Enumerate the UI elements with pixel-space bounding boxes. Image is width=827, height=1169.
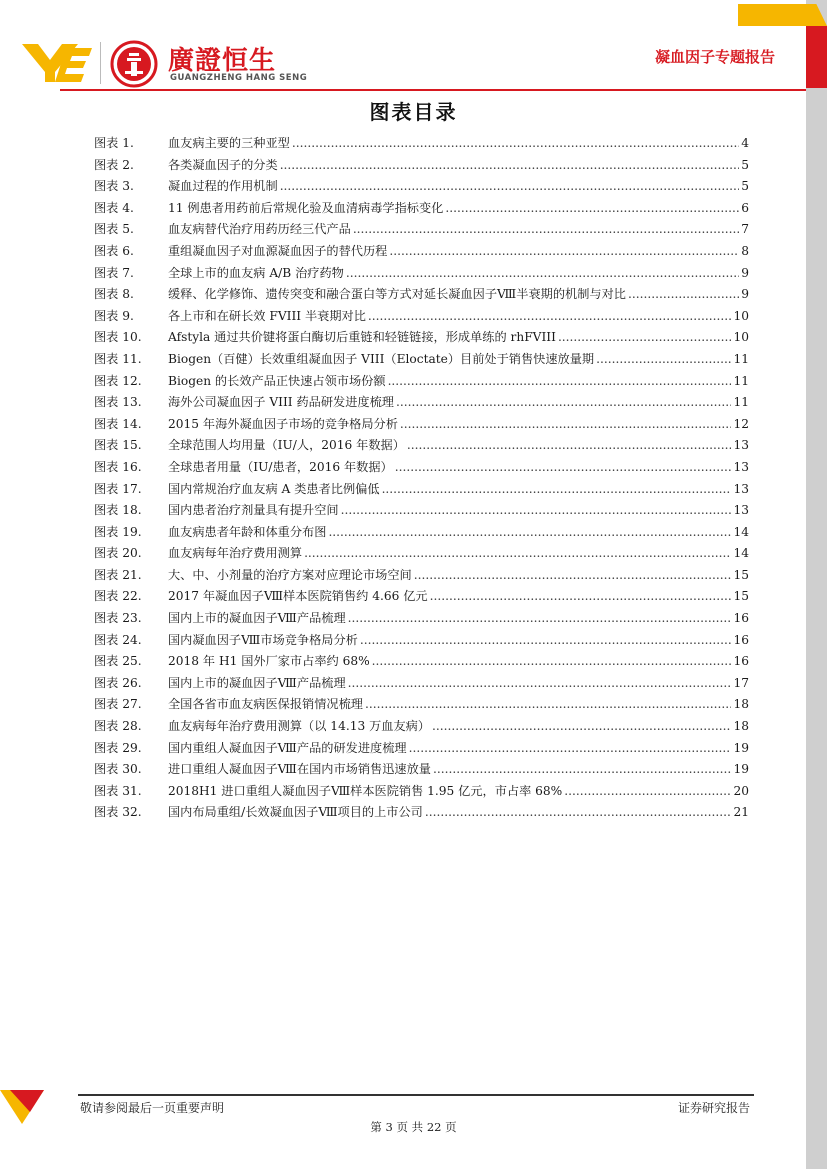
toc-entry-title: 国内上市的凝血因子Ⅷ产品梳理 [168, 675, 346, 690]
toc-leader-dots [304, 546, 731, 560]
toc-leader-dots [292, 136, 739, 150]
toc-entry-page: 13 [733, 503, 749, 518]
toc-entry-title: 重组凝血因子对血源凝血因子的替代历程 [168, 243, 388, 258]
toc-entry[interactable] [94, 566, 749, 588]
toc-entry-page: 14 [733, 524, 749, 539]
toc-entry-page: 17 [733, 675, 749, 690]
toc-entry-label: 图表 1. [94, 136, 134, 150]
toc-entry-page: 20 [733, 783, 749, 798]
toc-entry-page: 13 [733, 438, 749, 453]
toc-entry-page: 14 [733, 546, 749, 561]
toc-entry-title: 国内上市的凝血因子Ⅷ产品梳理 [168, 611, 346, 626]
toc-entry[interactable] [94, 609, 749, 631]
toc-entry-title: 凝血过程的作用机制 [168, 179, 278, 194]
toc-entry-page: 11 [733, 351, 749, 366]
toc-entry-label: 图表 22. [94, 589, 142, 604]
brand-name-cn: 廣證恒生 [168, 46, 277, 76]
toc-entry-label: 图表 14. [94, 416, 142, 431]
toc-entry-page: 11 [733, 395, 749, 410]
toc-leader-dots [395, 460, 732, 474]
toc-entry-label: 图表 3. [94, 179, 134, 194]
toc-entry-label: 图表 27. [94, 697, 142, 712]
toc-entry-title: 血友病每年治疗费用测算（以 14.13 万血友病） [168, 719, 431, 734]
toc-entry[interactable] [94, 156, 749, 178]
toc-entry-title: 血友病主要的三种亚型 [168, 136, 290, 150]
toc-leader-dots [368, 309, 732, 323]
toc-leader-dots [432, 719, 731, 733]
toc-entry-title: 血友病每年治疗费用测算 [168, 546, 303, 561]
toc-leader-dots [445, 201, 739, 215]
toc-entry-page: 16 [733, 654, 749, 669]
toc-entry[interactable] [94, 631, 749, 653]
toc-leader-dots [348, 676, 732, 690]
toc-entry-page: 11 [733, 373, 749, 388]
toc-entry[interactable] [94, 652, 749, 674]
toc-entry-label: 图表 21. [94, 567, 142, 582]
toc-entry[interactable] [94, 177, 749, 199]
footer-disclaimer: 敬请参阅最后一页重要声明 [80, 1101, 225, 1115]
toc-entry-page: 7 [741, 222, 749, 237]
toc-entry-page: 18 [733, 719, 749, 734]
toc-leader-dots [628, 287, 739, 301]
toc-entry[interactable] [94, 544, 749, 566]
figure-toc-list [94, 134, 749, 825]
page-title: 图表目录 [369, 100, 458, 124]
toc-entry-label: 图表 28. [94, 719, 142, 734]
toc-entry-page: 13 [733, 481, 749, 496]
toc-entry[interactable] [94, 350, 749, 372]
toc-entry-label: 图表 30. [94, 762, 142, 777]
toc-leader-dots [365, 697, 731, 711]
toc-leader-dots [433, 762, 732, 776]
toc-leader-dots [558, 330, 732, 344]
toc-leader-dots [328, 525, 731, 539]
toc-entry-title: Biogen 的长效产品正快速占领市场份额 [168, 373, 386, 388]
toc-entry-page: 5 [741, 179, 749, 194]
toc-entry-title: Biogen（百健）长效重组凝血因子 VIII（Eloctate）目前处于销售快速放量期 [168, 351, 595, 366]
toc-entry[interactable] [94, 480, 749, 502]
report-type: 凝血因子专题报告 [655, 48, 776, 66]
toc-leader-dots [348, 611, 732, 625]
toc-entry-page: 4 [741, 136, 749, 150]
toc-entry[interactable] [94, 372, 749, 394]
page-number: 第 3 页 共 22 页 [370, 1120, 457, 1134]
toc-entry-page: 6 [741, 200, 749, 215]
toc-entry-label: 图表 24. [94, 632, 142, 647]
toc-entry-page: 9 [741, 265, 749, 280]
toc-leader-dots [414, 568, 732, 582]
toc-entry-title: 国内布局重组/长效凝血因子Ⅷ项目的上市公司 [168, 805, 423, 820]
toc-entry-page: 18 [733, 697, 749, 712]
toc-entry-label: 图表 7. [94, 265, 134, 280]
toc-entry-title: 各上市和在研长效 FVIII 半衰期对比 [168, 308, 366, 323]
toc-entry-title: 国内患者治疗剂量具有提升空间 [168, 503, 339, 518]
toc-leader-dots [346, 266, 739, 280]
toc-entry[interactable] [94, 393, 749, 415]
toc-entry-label: 图表 13. [94, 395, 142, 410]
toc-leader-dots [409, 741, 732, 755]
toc-entry-title: 2018H1 进口重组人凝血因子Ⅷ样本医院销售 1.95 亿元，市占率 68% [168, 783, 563, 798]
toc-entry[interactable] [94, 199, 749, 221]
toc-leader-dots [341, 503, 732, 517]
toc-entry-page: 8 [741, 243, 749, 258]
toc-entry[interactable] [94, 803, 749, 825]
toc-entry-label: 图表 25. [94, 654, 142, 669]
toc-entry[interactable] [94, 523, 749, 545]
toc-entry-label: 图表 16. [94, 459, 142, 474]
toc-entry-label: 图表 32. [94, 805, 142, 820]
toc-leader-dots [382, 482, 732, 496]
toc-entry[interactable] [94, 242, 749, 264]
toc-entry-page: 21 [733, 805, 749, 820]
toc-entry[interactable] [94, 436, 749, 458]
toc-entry-page: 19 [733, 740, 749, 755]
toc-entry[interactable] [94, 587, 749, 609]
toc-entry-label: 图表 31. [94, 783, 142, 798]
toc-entry-title: 国内凝血因子Ⅷ市场竞争格局分析 [168, 632, 358, 647]
toc-entry-label: 图表 20. [94, 546, 142, 561]
toc-entry[interactable] [94, 220, 749, 242]
toc-leader-dots [596, 352, 731, 366]
toc-leader-dots [396, 395, 731, 409]
toc-entry-title: 国内重组人凝血因子Ⅷ产品的研发进度梳理 [168, 740, 407, 755]
toc-entry[interactable] [94, 695, 749, 717]
toc-entry-page: 5 [741, 157, 749, 172]
toc-entry-label: 图表 8. [94, 287, 134, 302]
toc-entry-page: 15 [733, 567, 749, 582]
toc-entry-label: 图表 4. [94, 200, 134, 215]
toc-leader-dots [353, 222, 739, 236]
toc-entry-label: 图表 11. [94, 351, 142, 366]
toc-entry[interactable] [94, 782, 749, 804]
toc-entry[interactable] [94, 264, 749, 286]
toc-entry[interactable] [94, 717, 749, 739]
toc-entry-title: 血友病替代治疗用药历经三代产品 [168, 222, 351, 237]
toc-entry-title: 2015 年海外凝血因子市场的竞争格局分析 [168, 416, 398, 431]
toc-entry-title: 海外公司凝血因子 VIII 药品研发进度梳理 [168, 395, 394, 410]
side-band-accent [806, 26, 827, 88]
toc-entry[interactable] [94, 307, 749, 329]
toc-entry-title: Afstyla 通过共价键将蛋白酶切后重链和轻链链接，形成单练的 rhFVIII [168, 330, 556, 345]
header-divider [60, 89, 806, 91]
toc-leader-dots [389, 244, 739, 258]
toc-entry-title: 全国各省市血友病医保报销情况梳理 [168, 697, 363, 712]
toc-entry[interactable] [94, 739, 749, 761]
toc-entry[interactable] [94, 501, 749, 523]
toc-leader-dots [372, 654, 732, 668]
toc-entry-label: 图表 26. [94, 675, 142, 690]
toc-entry-page: 19 [733, 762, 749, 777]
toc-entry-page: 13 [733, 459, 749, 474]
toc-leader-dots [360, 633, 732, 647]
toc-entry-page: 15 [733, 589, 749, 604]
toc-entry[interactable] [94, 674, 749, 696]
toc-entry-title: 各类凝血因子的分类 [168, 157, 278, 172]
toc-entry-title: 大、中、小剂量的治疗方案对应理论市场空间 [168, 567, 412, 582]
corner-accent [738, 4, 827, 26]
ye-logo-icon [22, 42, 92, 84]
toc-entry-page: 16 [733, 611, 749, 626]
toc-entry-title: 全球范围人均用量（IU/人，2016 年数据） [168, 438, 405, 453]
toc-entry[interactable] [94, 285, 749, 307]
toc-entry-label: 图表 6. [94, 243, 134, 258]
side-band [806, 0, 827, 1169]
toc-leader-dots [564, 784, 731, 798]
toc-entry-title: 2018 年 H1 国外厂家市占率约 68% [168, 654, 370, 669]
toc-entry-label: 图表 10. [94, 330, 142, 345]
toc-entry-label: 图表 12. [94, 373, 142, 388]
toc-leader-dots [425, 805, 732, 819]
toc-entry-label: 图表 2. [94, 157, 134, 172]
toc-entry-label: 图表 5. [94, 222, 134, 237]
toc-leader-dots [430, 589, 732, 603]
toc-entry-page: 9 [741, 287, 749, 302]
toc-entry-label: 图表 23. [94, 611, 142, 626]
footer-report-category: 证券研究报告 [678, 1101, 751, 1115]
toc-entry-title: 全球患者用量（IU/患者，2016 年数据） [168, 459, 393, 474]
toc-entry[interactable] [94, 415, 749, 437]
toc-entry[interactable] [94, 328, 749, 350]
toc-leader-dots [407, 438, 732, 452]
toc-entry-title: 2017 年凝血因子Ⅷ样本医院销售约 4.66 亿元 [168, 589, 428, 604]
toc-entry-label: 图表 18. [94, 503, 142, 518]
brand-name-en: GUANGZHENG HANG SENG [170, 73, 308, 83]
toc-entry-title: 缓释、化学修饰、遗传突变和融合蛋白等方式对延长凝血因子Ⅷ半衰期的机制与对比 [168, 287, 626, 302]
toc-entry-title: 进口重组人凝血因子Ⅷ在国内市场销售迅速放量 [168, 762, 431, 777]
toc-entry-page: 16 [733, 632, 749, 647]
toc-leader-dots [400, 417, 732, 431]
toc-entry-label: 图表 19. [94, 524, 142, 539]
toc-entry-page: 10 [733, 308, 749, 323]
toc-entry-page: 10 [733, 330, 749, 345]
toc-entry-title: 全球上市的血友病 A/B 治疗药物 [168, 265, 344, 280]
toc-entry-label: 图表 29. [94, 740, 142, 755]
toc-leader-dots [280, 179, 740, 193]
toc-leader-dots [280, 158, 740, 172]
company-seal-icon [110, 40, 158, 88]
toc-entry[interactable] [94, 458, 749, 480]
footer-divider [78, 1094, 754, 1096]
toc-leader-dots [388, 374, 732, 388]
toc-entry-page: 12 [733, 416, 749, 431]
toc-entry[interactable] [94, 760, 749, 782]
toc-entry[interactable] [94, 134, 749, 156]
toc-entry-label: 图表 17. [94, 481, 142, 496]
toc-entry-title: 血友病患者年龄和体重分布图 [168, 524, 327, 539]
toc-entry-label: 图表 9. [94, 308, 134, 323]
logo-divider [100, 42, 101, 84]
toc-entry-title: 11 例患者用药前后常规化验及血清病毒学指标变化 [168, 200, 444, 215]
toc-entry-title: 国内常规治疗血友病 A 类患者比例偏低 [168, 481, 380, 496]
toc-entry-label: 图表 15. [94, 438, 142, 453]
